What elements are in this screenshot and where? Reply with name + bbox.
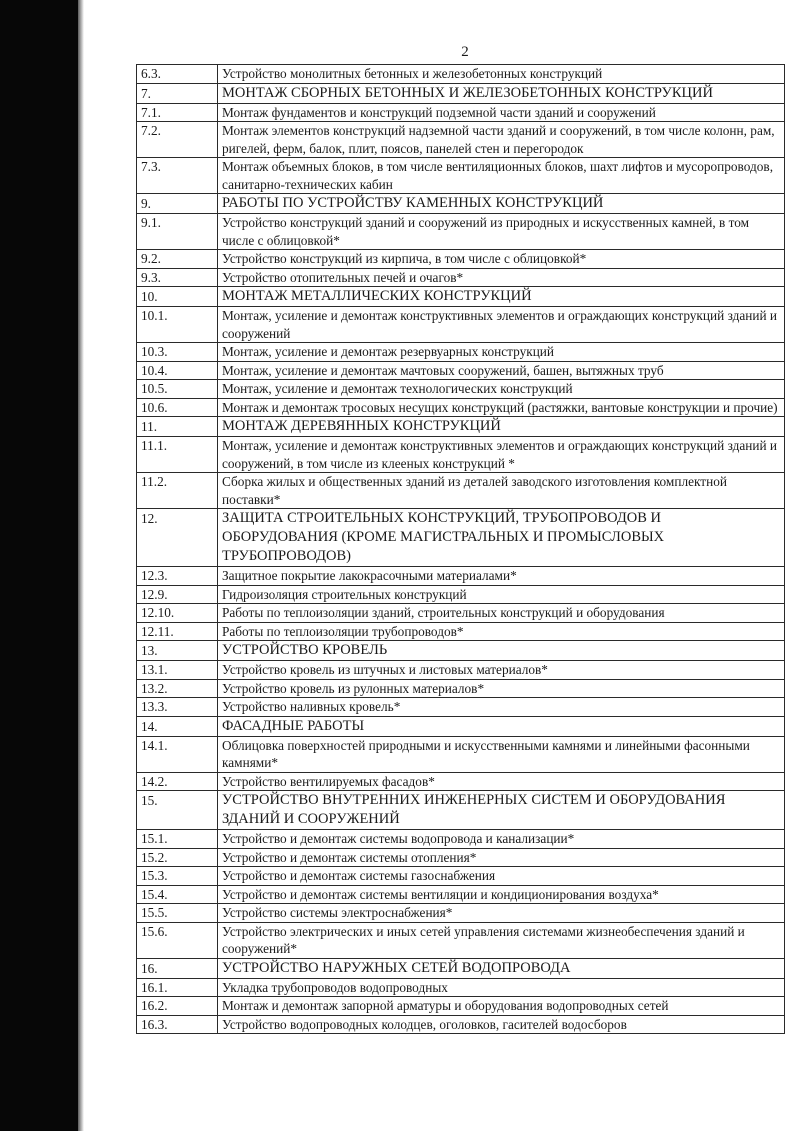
row-text: МОНТАЖ ДЕРЕВЯННЫХ КОНСТРУКЦИЙ bbox=[218, 417, 785, 437]
row-code: 14.2. bbox=[137, 772, 218, 791]
row-code: 13.2. bbox=[137, 679, 218, 698]
row-text: МОНТАЖ СБОРНЫХ БЕТОННЫХ И ЖЕЛЕЗОБЕТОННЫХ КОНСТРУКЦИЙ bbox=[218, 83, 785, 103]
row-code: 13.3. bbox=[137, 698, 218, 717]
row-text: Устройство конструкций зданий и сооружений из природных и искусственных камней, в том числе с облицовкой* bbox=[218, 214, 785, 250]
scan-dark-edge bbox=[0, 0, 78, 1131]
table-row bbox=[137, 772, 785, 791]
row-text: Устройство конструкций из кирпича, в том числе с облицовкой* bbox=[218, 250, 785, 269]
table-row bbox=[137, 922, 785, 958]
section-header-row bbox=[137, 194, 785, 214]
row-code: 15.1. bbox=[137, 830, 218, 849]
table-row bbox=[137, 830, 785, 849]
table-row bbox=[137, 736, 785, 772]
section-header-row bbox=[137, 509, 785, 567]
table-row bbox=[137, 848, 785, 867]
row-code: 16.1. bbox=[137, 978, 218, 997]
row-text: Устройство и демонтаж системы газоснабжения bbox=[218, 867, 785, 886]
row-text: УСТРОЙСТВО ВНУТРЕННИХ ИНЖЕНЕРНЫХ СИСТЕМ И ОБОРУДОВАНИЯ ЗДАНИЙ И СООРУЖЕНИЙ bbox=[218, 791, 785, 830]
row-code: 13.1. bbox=[137, 661, 218, 680]
table-row bbox=[137, 250, 785, 269]
row-code: 10.3. bbox=[137, 343, 218, 362]
row-text: Монтаж и демонтаж тросовых несущих конструкций (растяжки, вантовые конструкции и прочие) bbox=[218, 398, 785, 417]
table-row bbox=[137, 885, 785, 904]
table-row bbox=[137, 103, 785, 122]
row-code: 10. bbox=[137, 287, 218, 307]
table-row bbox=[137, 867, 785, 886]
row-code: 16. bbox=[137, 958, 218, 978]
row-code: 10.4. bbox=[137, 361, 218, 380]
row-code: 10.1. bbox=[137, 307, 218, 343]
row-code: 9. bbox=[137, 194, 218, 214]
row-code: 15.2. bbox=[137, 848, 218, 867]
row-text: Устройство монолитных бетонных и железобетонных конструкций bbox=[218, 65, 785, 84]
table-row bbox=[137, 307, 785, 343]
row-text: Монтаж, усиление и демонтаж конструктивных элементов и ограждающих конструкций зданий и сооружений bbox=[218, 307, 785, 343]
table-row bbox=[137, 604, 785, 623]
row-code: 12.3. bbox=[137, 567, 218, 586]
table-row bbox=[137, 473, 785, 509]
row-text: Монтаж, усиление и демонтаж конструктивных элементов и ограждающих конструкций зданий и сооружений, в том числе из клееных конструкций * bbox=[218, 437, 785, 473]
section-header-row bbox=[137, 958, 785, 978]
row-code: 14.1. bbox=[137, 736, 218, 772]
table-row bbox=[137, 268, 785, 287]
row-code: 14. bbox=[137, 716, 218, 736]
section-header-row bbox=[137, 83, 785, 103]
table-row bbox=[137, 904, 785, 923]
row-code: 15.6. bbox=[137, 922, 218, 958]
row-text: Устройство электрических и иных сетей управления системами жизнеобеспечения зданий и сооружений* bbox=[218, 922, 785, 958]
row-code: 12.11. bbox=[137, 622, 218, 641]
row-code: 7.1. bbox=[137, 103, 218, 122]
row-text: Сборка жилых и общественных зданий из деталей заводского изготовления комплектной поставки* bbox=[218, 473, 785, 509]
row-text: Гидроизоляция строительных конструкций bbox=[218, 585, 785, 604]
table-row bbox=[137, 679, 785, 698]
section-header-row bbox=[137, 716, 785, 736]
row-text: Устройство системы электроснабжения* bbox=[218, 904, 785, 923]
row-text: Устройство и демонтаж системы отопления* bbox=[218, 848, 785, 867]
row-text: Работы по теплоизоляции трубопроводов* bbox=[218, 622, 785, 641]
table-row bbox=[137, 214, 785, 250]
work-types-table-body bbox=[137, 65, 785, 1034]
row-text: Устройство вентилируемых фасадов* bbox=[218, 772, 785, 791]
row-text: Устройство кровель из штучных и листовых материалов* bbox=[218, 661, 785, 680]
row-text: Устройство отопительных печей и очагов* bbox=[218, 268, 785, 287]
row-code: 11. bbox=[137, 417, 218, 437]
row-code: 7.2. bbox=[137, 122, 218, 158]
row-text: Монтаж фундаментов и конструкций подземной части зданий и сооружений bbox=[218, 103, 785, 122]
row-text: Устройство водопроводных колодцев, оголовков, гасителей водосборов bbox=[218, 1015, 785, 1034]
row-text: Устройство и демонтаж системы водопровода и канализации* bbox=[218, 830, 785, 849]
row-code: 10.5. bbox=[137, 380, 218, 399]
section-header-row bbox=[137, 287, 785, 307]
row-text: Работы по теплоизоляции зданий, строительных конструкций и оборудования bbox=[218, 604, 785, 623]
work-types-table bbox=[136, 64, 785, 1034]
row-text: Монтаж и демонтаж запорной арматуры и оборудования водопроводных сетей bbox=[218, 997, 785, 1016]
row-code: 9.1. bbox=[137, 214, 218, 250]
row-text: Монтаж объемных блоков, в том числе вентиляционных блоков, шахт лифтов и мусоропроводов, санитарно-технических кабин bbox=[218, 158, 785, 194]
row-code: 12.10. bbox=[137, 604, 218, 623]
row-text: ЗАЩИТА СТРОИТЕЛЬНЫХ КОНСТРУКЦИЙ, ТРУБОПРОВОДОВ И ОБОРУДОВАНИЯ (КРОМЕ МАГИСТРАЛЬНЫХ И ПРОМЫСЛОВЫХ ТРУБОПРОВОДОВ) bbox=[218, 509, 785, 567]
table-row bbox=[137, 698, 785, 717]
table-row bbox=[137, 622, 785, 641]
row-code: 15.5. bbox=[137, 904, 218, 923]
row-code: 7. bbox=[137, 83, 218, 103]
row-code: 9.3. bbox=[137, 268, 218, 287]
table-row bbox=[137, 158, 785, 194]
table-row bbox=[137, 343, 785, 362]
row-code: 15.4. bbox=[137, 885, 218, 904]
row-text: РАБОТЫ ПО УСТРОЙСТВУ КАМЕННЫХ КОНСТРУКЦИЙ bbox=[218, 194, 785, 214]
row-text: УСТРОЙСТВО КРОВЕЛЬ bbox=[218, 641, 785, 661]
row-code: 12.9. bbox=[137, 585, 218, 604]
table-row bbox=[137, 997, 785, 1016]
table-row bbox=[137, 978, 785, 997]
table-row bbox=[137, 567, 785, 586]
page-number: 2 bbox=[461, 44, 469, 60]
row-text: Защитное покрытие лакокрасочными материалами* bbox=[218, 567, 785, 586]
row-text: ФАСАДНЫЕ РАБОТЫ bbox=[218, 716, 785, 736]
row-code: 15. bbox=[137, 791, 218, 830]
row-code: 10.6. bbox=[137, 398, 218, 417]
scan-edge-fade bbox=[78, 0, 84, 1131]
table-row bbox=[137, 398, 785, 417]
row-code: 16.2. bbox=[137, 997, 218, 1016]
row-code: 9.2. bbox=[137, 250, 218, 269]
table-row bbox=[137, 122, 785, 158]
row-text: Облицовка поверхностей природными и искусственными камнями и линейными фасонными камнями* bbox=[218, 736, 785, 772]
table-row bbox=[137, 661, 785, 680]
row-text: Устройство кровель из рулонных материалов* bbox=[218, 679, 785, 698]
row-code: 16.3. bbox=[137, 1015, 218, 1034]
row-code: 6.3. bbox=[137, 65, 218, 84]
row-text: Укладка трубопроводов водопроводных bbox=[218, 978, 785, 997]
row-text: Монтаж, усиление и демонтаж резервуарных конструкций bbox=[218, 343, 785, 362]
row-code: 13. bbox=[137, 641, 218, 661]
table-row bbox=[137, 1015, 785, 1034]
row-text: Монтаж, усиление и демонтаж мачтовых сооружений, башен, вытяжных труб bbox=[218, 361, 785, 380]
row-code: 11.2. bbox=[137, 473, 218, 509]
row-code: 15.3. bbox=[137, 867, 218, 886]
row-code: 7.3. bbox=[137, 158, 218, 194]
table-row bbox=[137, 380, 785, 399]
section-header-row bbox=[137, 641, 785, 661]
row-text: МОНТАЖ МЕТАЛЛИЧЕСКИХ КОНСТРУКЦИЙ bbox=[218, 287, 785, 307]
table-row bbox=[137, 65, 785, 84]
row-text: Устройство наливных кровель* bbox=[218, 698, 785, 717]
section-header-row bbox=[137, 791, 785, 830]
table-row bbox=[137, 361, 785, 380]
section-header-row bbox=[137, 417, 785, 437]
row-text: Устройство и демонтаж системы вентиляции и кондиционирования воздуха* bbox=[218, 885, 785, 904]
row-text: Монтаж, усиление и демонтаж технологических конструкций bbox=[218, 380, 785, 399]
table-row bbox=[137, 585, 785, 604]
table-row bbox=[137, 437, 785, 473]
row-text: Монтаж элементов конструкций надземной части зданий и сооружений, в том числе колонн, рам, ригелей, ферм, балок, плит, поясов, панелей стен и перегородок bbox=[218, 122, 785, 158]
row-code: 11.1. bbox=[137, 437, 218, 473]
row-text: УСТРОЙСТВО НАРУЖНЫХ СЕТЕЙ ВОДОПРОВОДА bbox=[218, 958, 785, 978]
row-code: 12. bbox=[137, 509, 218, 567]
